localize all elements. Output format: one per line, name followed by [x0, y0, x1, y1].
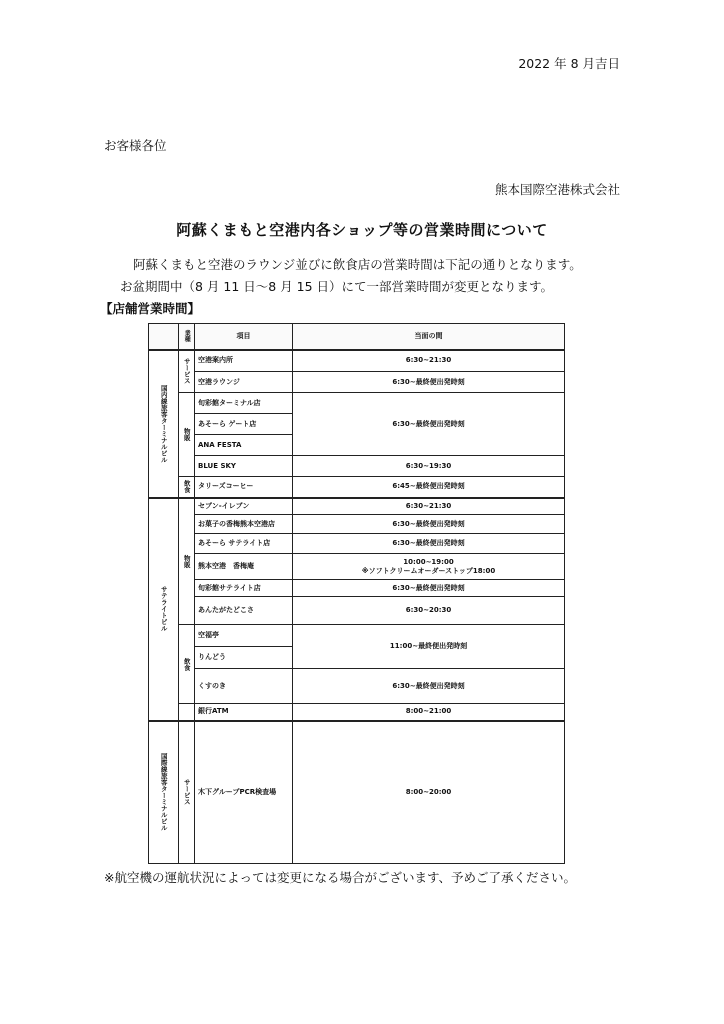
- row-item: 木下グループPCR検査場: [195, 721, 293, 864]
- category-dining: 飲食: [179, 625, 195, 704]
- row-item: あそーら ゲート店: [195, 414, 293, 435]
- header-item: 項目: [195, 324, 293, 350]
- row-item: あそーら サテライト店: [195, 534, 293, 554]
- category-blank: [179, 704, 195, 721]
- row-item: 旬彩館サテライト店: [195, 580, 293, 597]
- header-category: 業種: [179, 324, 195, 350]
- category-retail: 物販: [179, 498, 195, 625]
- row-hours: 11:00~最終便出発時刻: [293, 625, 565, 669]
- table-row: [149, 580, 565, 597]
- category-service: サービス: [179, 350, 195, 393]
- table-row: [149, 554, 565, 580]
- row-item: タリーズコーヒー: [195, 477, 293, 498]
- row-item: お菓子の香梅熊本空港店: [195, 515, 293, 534]
- recipient: お客様各位: [104, 138, 167, 153]
- table-row: [149, 515, 565, 534]
- schedule-table-wrapper: [148, 323, 564, 860]
- row-item: あんたがたどこさ: [195, 597, 293, 625]
- row-item: 銀行ATM: [195, 704, 293, 721]
- building-satellite: サテライトビル: [149, 498, 179, 721]
- row-hours: 6:30~19:30: [293, 456, 565, 477]
- table-row: [149, 477, 565, 498]
- row-item: 旬彩館ターミナル店: [195, 393, 293, 414]
- hours-main: 10:00~19:00: [403, 557, 454, 566]
- document-date: 2022 年 8 月吉日: [518, 56, 620, 71]
- building-international: 国際線旅客ターミナルビル: [149, 721, 179, 864]
- row-item: りんどう: [195, 647, 293, 669]
- row-item: BLUE SKY: [195, 456, 293, 477]
- category-service: サービス: [179, 721, 195, 864]
- header-blank: [149, 324, 179, 350]
- row-item: セブン-イレブン: [195, 498, 293, 515]
- section-heading: 【店舗営業時間】: [100, 301, 201, 316]
- table-row: [149, 498, 565, 515]
- row-hours: 6:30~最終便出発時刻: [293, 393, 565, 456]
- document-title: 阿蘇くまもと空港内各ショップ等の営業時間について: [176, 221, 548, 239]
- row-hours: 6:30~最終便出発時刻: [293, 580, 565, 597]
- row-item: 熊本空港 香梅庵: [195, 554, 293, 580]
- row-item: くすのき: [195, 669, 293, 704]
- table-row: [149, 669, 565, 704]
- table-row: [149, 625, 565, 647]
- row-hours: 6:30~最終便出発時刻: [293, 515, 565, 534]
- building-domestic: 国内線旅客ターミナルビル: [149, 350, 179, 498]
- table-row: [149, 597, 565, 625]
- category-retail: 物販: [179, 393, 195, 477]
- row-item: 空港ラウンジ: [195, 372, 293, 393]
- category-dining: 飲食: [179, 477, 195, 498]
- row-item: 空福亭: [195, 625, 293, 647]
- body-line-2: お盆期間中（8 月 11 日～8 月 15 日）にて一部営業時間が変更となります。: [120, 279, 554, 294]
- table-header-row: [149, 324, 565, 350]
- table-row: [149, 372, 565, 393]
- body-line-1: 阿蘇くまもと空港のラウンジ並びに飲食店の営業時間は下記の通りとなります。: [133, 257, 582, 272]
- row-hours: 6:30~20:30: [293, 597, 565, 625]
- hours-note: ※ソフトクリームオーダーストップ18:00: [361, 566, 496, 575]
- row-hours: 6:30~21:30: [293, 498, 565, 515]
- table-row: [149, 393, 565, 414]
- row-hours: 6:30~最終便出発時刻: [293, 534, 565, 554]
- table-row: [149, 534, 565, 554]
- row-hours: 8:00~21:00: [293, 704, 565, 721]
- row-hours: 6:45~最終便出発時刻: [293, 477, 565, 498]
- row-hours: 6:30~最終便出発時刻: [293, 669, 565, 704]
- row-item: ANA FESTA: [195, 435, 293, 456]
- schedule-table: [148, 323, 565, 864]
- footnote: ※航空機の運航状況によっては変更になる場合がございます、予めご了承ください。: [104, 870, 576, 885]
- row-hours: 6:30~最終便出発時刻: [293, 372, 565, 393]
- row-hours: [293, 554, 565, 580]
- table-row: [149, 721, 565, 864]
- company-name: 熊本国際空港株式会社: [494, 182, 620, 197]
- row-hours: 8:00~20:00: [293, 721, 565, 864]
- table-row: [149, 456, 565, 477]
- row-hours: 6:30~21:30: [293, 350, 565, 372]
- row-item: 空港案内所: [195, 350, 293, 372]
- table-row: [149, 704, 565, 721]
- header-hours: 当面の間: [293, 324, 565, 350]
- table-row: [149, 350, 565, 372]
